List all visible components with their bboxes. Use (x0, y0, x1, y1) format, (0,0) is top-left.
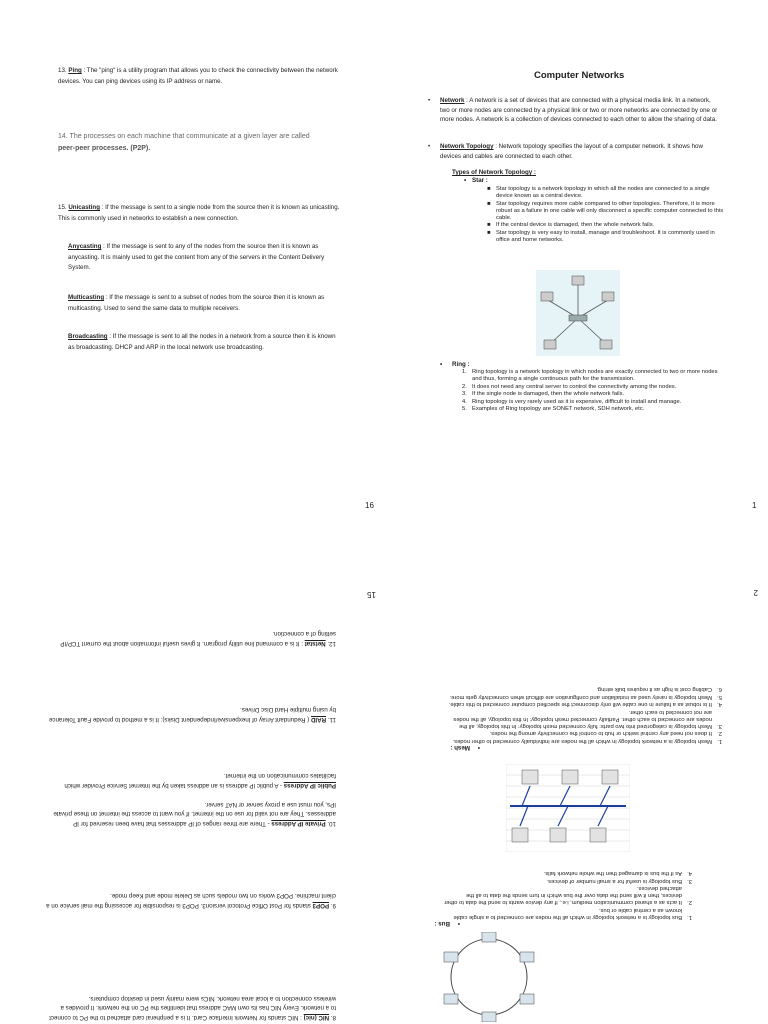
item-8: 8. NIC (nic) : NIC stands for Network Interface Card. It is a peripheral card attached to the PC to connect to a network. Every NIC has its own MAC address that identifies the PC on the network. It provides a wireless connection to a local area network. NICs were mainly used in desktop computers. (49, 995, 336, 1021)
item-15: 15. Unicasting : If the message is sent to a single node from the source then it is known as unicasting. This is commonly used in networks to establish a new connection. (58, 204, 340, 222)
document-title: Computer Networks (534, 70, 625, 81)
item-11: 11. RAID ( Redundant Array of Inexpensive/Independent Disks): It is a method to provide Fault Tolerance by using multiple Hard Disc Drives. (49, 706, 336, 723)
list-item: 3. If the single node is damaged, then the whole network fails. (462, 391, 625, 397)
list-item: ■ Star topology is a network topology in which all the nodes are connected to a single device known as a central device. (487, 186, 710, 199)
bus-label: • Bus : (434, 920, 460, 927)
page-number: 15 (367, 590, 376, 599)
list-item: 4. Ring topology is very rarely used as it is expensive, difficult to install and manage. (462, 398, 682, 405)
star-list (487, 186, 724, 244)
list-item: 2. It does not need any central server to control the connectivity among the nodes. (462, 383, 677, 390)
item-14: 14. The processes on each machine that communicate at a given layer are called peer-peer processes. (P2P). (58, 133, 310, 152)
ring-topology-diagram (438, 932, 540, 1022)
page-1 (384, 0, 768, 512)
list-item: ■ Star topology is very easy to install, manage and troubleshoot. It is commonly used in office and home networks. (487, 229, 715, 243)
broadcasting-paragraph: Broadcasting : If the message is sent to all the nodes in a network from a source then it is known as broadcasting. DHCP and ARP in the local network use broadcasting. (68, 333, 336, 351)
bus-topology-diagram (506, 764, 630, 852)
list-item: 1. Bus topology is a network topology in which all the nodes are connected to a single cable known as a central cable or bus. (453, 907, 692, 920)
page-15 (0, 512, 384, 1024)
list-item: 5. Examples of Ring topology are SONET network, SDH network, etc. (462, 406, 645, 412)
page-number: 16 (365, 501, 374, 510)
types-heading: Types of Network Topology : (452, 169, 536, 176)
list-item: 3. Bus topology is useful for a small number of devices. (546, 878, 692, 884)
page-number: 1 (752, 501, 757, 510)
star-label: • Star : (464, 177, 488, 184)
list-item: 1. Mesh topology is a network topology in which all the nodes are individually connected to other nodes. (452, 738, 722, 744)
bus-list (444, 869, 692, 920)
item-10: 10. Private IP Address - There are three ranges of IP addresses that have been reserved for IP addresses. They are not valid for use on the internet. If you want to access the internet on these private IPs, you must use a proxy server or NAT server. Public IP Address - A public IP address is an address taken by the Internet Service Provider which facilitates communication on the internet. (53, 772, 336, 827)
item-9: 9. POP3 stands for Post Office Protocol version3. POP3 is responsible for accessing the mail service on a client machine. POP3 works on two models such as Delete mode and Keep mode. (46, 892, 336, 909)
page-number: 2 (753, 588, 758, 597)
multicasting-paragraph: Multicasting : If the message is sent to a subset of nodes from the source then it is known as multicasting. Used to send the same data to multiple receivers. (68, 294, 325, 312)
page-2 (384, 512, 768, 1024)
list-item: 3. Mesh topology is categorized into two parts: fully connected mesh topology: In this topology, all the nodes are connected to each other. Partially connected mesh topology: In this topology, all the nodes are not connected to each other. (453, 709, 722, 729)
star-topology-diagram (536, 270, 620, 356)
list-item: ■ If the central device is damaged, then the whole network fails. (487, 222, 655, 228)
list-item: ■ Star topology requires more cable compared to other topologies. Therefore, it is more robust as a failure in one cable will only disconnect a specific computer connected to this cable. (487, 200, 724, 221)
topology-definition: • Network Topology : Network topology specifies the layout of a computer network. It shows how devices and cables are connected to each other. (428, 143, 703, 160)
item-12: 12. Netstat : It is a command line utility program. It gives useful information about the current TCP/IP setting of a connection. (60, 630, 336, 647)
ring-label: • Ring : (440, 361, 470, 368)
list-item: 2. It does not need any central switch or hub to control the connectivity among the nodes. (489, 730, 722, 737)
page-16 (0, 0, 384, 512)
list-item: 2. It acts as a shared communication medium, i.e., if any device wants to send the data to other devices, then it will send the data over the bus which in turn sends the data to all the attached devices. (444, 885, 692, 906)
list-item: 6. Cabling cost is high as it requires bulk wiring. (596, 686, 722, 693)
ring-list (462, 369, 724, 414)
list-item: 5. Mesh topology is rarely used as installation and configuration are difficult when connectivity gets more. (449, 694, 722, 700)
item-13: 13. Ping : The "ping" is a utility program that allows you to check the connectivity between the network devices. You can ping devices using its IP address or name. (58, 67, 338, 85)
mesh-label: • Mesh : (450, 744, 480, 751)
network-definition: • Network : A network is a set of devices that are connected with a physical media link. In a network, two or more nodes are connected by a physical link or two or more networks are connected by one or more nodes. A network is a collection of devices connected to each other to allow the sharing of data. (428, 97, 718, 123)
list-item: 4. As if the bus is damaged then the whole network fails. (543, 870, 692, 877)
list-item: 4. It is robust as a failure in one cable will only disconnect the specified computer connected to this cable. (448, 701, 722, 708)
mesh-list (446, 685, 722, 744)
list-item: 1. Ring topology is a network topology in which nodes are exactly connected to two or more nodes and thus, forming a single continuous path for the transmission. (462, 369, 718, 382)
anycasting-paragraph: Anycasting : If the message is sent to any of the nodes from the source then it is known as anycasting. It is mainly used to get the content from any of the servers in the Content Delivery System. (68, 243, 325, 271)
